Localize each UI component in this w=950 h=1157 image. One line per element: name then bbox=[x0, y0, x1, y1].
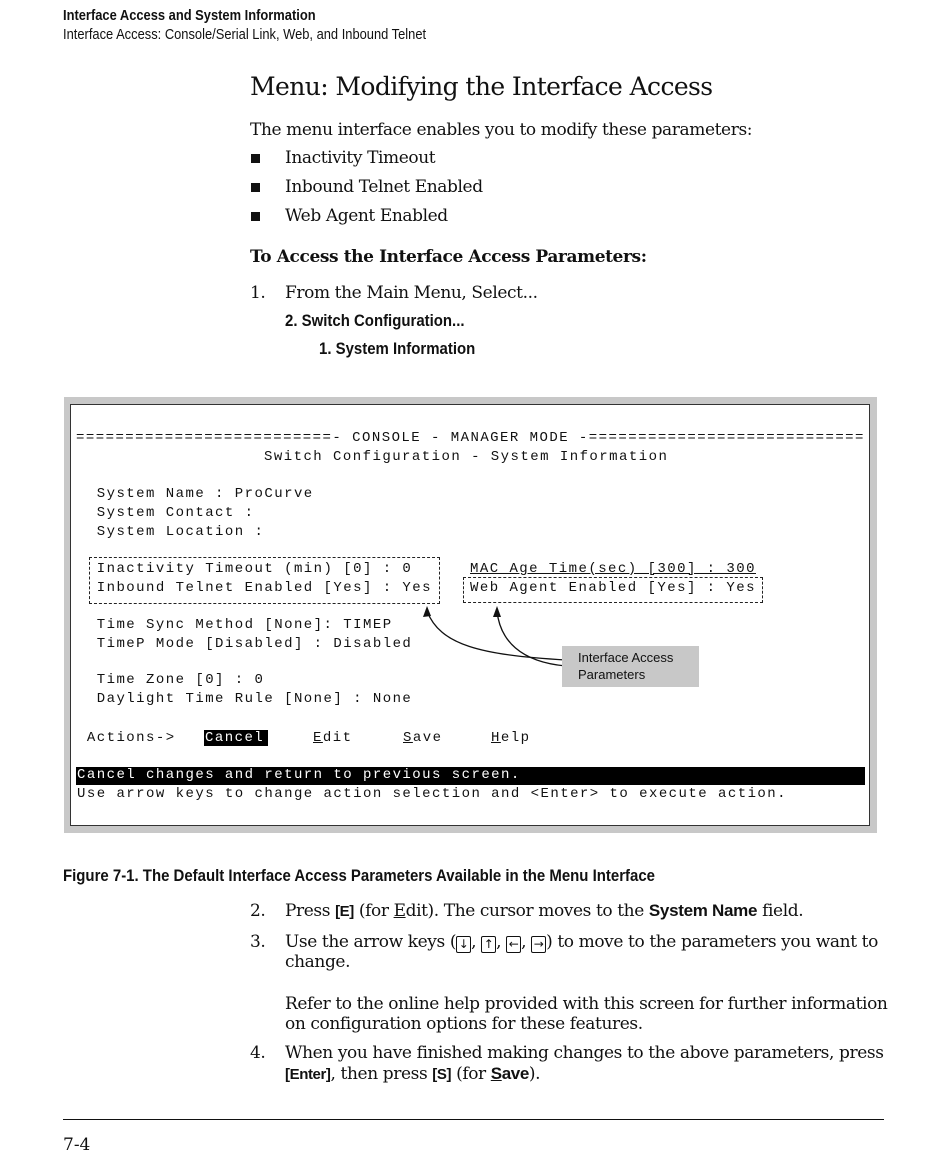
field-inactivity-timeout[interactable]: Inactivity Timeout (min) [0] : 0 bbox=[77, 561, 413, 577]
text: Use the arrow keys ( bbox=[285, 932, 457, 952]
console-banner: ==========================- CONSOLE - MANAGER MODE -============================ bbox=[76, 430, 865, 446]
text: Press bbox=[285, 901, 336, 921]
step-3-note: on configuration options for these features. bbox=[285, 1014, 643, 1034]
field-web-agent[interactable]: Web Agent Enabled [Yes] : Yes bbox=[470, 580, 756, 596]
procedure-heading: To Access the Interface Access Parameters: bbox=[250, 247, 647, 267]
up-arrow-key-icon: ↑ bbox=[481, 936, 496, 953]
step-number: 4. bbox=[250, 1043, 266, 1063]
field-name: System Name bbox=[648, 901, 758, 920]
text: dit). The cursor moves to the bbox=[405, 901, 649, 921]
step-3-text: Use the arrow keys ( ↓ , ↑ , ← , → ) to move to the parameters you want to bbox=[285, 932, 878, 952]
action-cancel-button[interactable]: Cancel bbox=[204, 730, 268, 746]
text: (for bbox=[451, 1064, 491, 1084]
field-system-name[interactable]: System Name : ProCurve bbox=[77, 486, 314, 502]
console-screen-title: Switch Configuration - System Information bbox=[264, 449, 669, 465]
step-text: From the Main Menu, Select... bbox=[285, 283, 538, 303]
arrow-head-icon bbox=[423, 606, 431, 617]
key-s: [S] bbox=[432, 1066, 452, 1083]
callout-interface-access-parameters bbox=[562, 646, 699, 687]
hotkey: E bbox=[313, 730, 323, 746]
field-timep-mode[interactable]: TimeP Mode [Disabled] : Disabled bbox=[77, 636, 413, 652]
text: field. bbox=[757, 901, 804, 921]
figure-caption: Figure 7-1. The Default Interface Access Parameters Available in the Menu Interface bbox=[63, 866, 655, 885]
text: E bbox=[393, 901, 406, 921]
help-hint: Use arrow keys to change action selection and <Enter> to execute action. bbox=[77, 786, 788, 802]
step-4-text: When you have finished making changes to the above parameters, press bbox=[285, 1043, 884, 1063]
page-number: 7-4 bbox=[63, 1135, 91, 1155]
text: (for bbox=[353, 901, 394, 921]
down-arrow-key-icon: ↓ bbox=[456, 936, 471, 953]
action-label: dit bbox=[322, 730, 353, 746]
text: ). bbox=[528, 1064, 541, 1084]
callout-line: Parameters bbox=[578, 667, 646, 682]
step-number: 1. bbox=[250, 283, 266, 303]
intro-text: The menu interface enables you to modify these parameters: bbox=[250, 120, 753, 140]
hotkey: H bbox=[491, 730, 501, 746]
bullet-item: Inbound Telnet Enabled bbox=[285, 177, 483, 197]
actions-label: Actions-> bbox=[77, 730, 176, 746]
step-4-text-cont bbox=[285, 1064, 540, 1084]
step-2-text bbox=[285, 901, 803, 921]
field-daylight-time-rule[interactable]: Daylight Time Rule [None] : None bbox=[77, 691, 413, 707]
bullet-item: Inactivity Timeout bbox=[285, 148, 436, 168]
step-3-note: Refer to the online help provided with this screen for further information bbox=[285, 994, 888, 1014]
field-time-sync-method[interactable]: Time Sync Method [None]: TIMEP bbox=[77, 617, 393, 633]
text: ave bbox=[501, 1064, 529, 1083]
field-inbound-telnet[interactable]: Inbound Telnet Enabled [Yes] : Yes bbox=[77, 580, 433, 596]
key-e: [E] bbox=[335, 903, 354, 920]
right-arrow-key-icon: → bbox=[531, 936, 546, 953]
page-title: Menu: Modifying the Interface Access bbox=[250, 72, 713, 101]
text: ) to move to the parameters you want to bbox=[546, 932, 878, 952]
callout-line: Interface Access bbox=[578, 650, 674, 665]
step-number: 3. bbox=[250, 932, 266, 952]
hotkey: S bbox=[403, 730, 413, 746]
footer-rule bbox=[63, 1119, 884, 1120]
bullet-item: Web Agent Enabled bbox=[285, 206, 448, 226]
arrow-head-icon bbox=[493, 606, 501, 617]
menu-path-switch-configuration: 2. Switch Configuration... bbox=[285, 311, 465, 330]
running-header-section: Interface Access and System Information bbox=[63, 7, 316, 24]
left-arrow-key-icon: ← bbox=[506, 936, 521, 953]
status-message: Cancel changes and return to previous screen. bbox=[77, 767, 521, 783]
key-enter: [Enter] bbox=[285, 1066, 331, 1083]
field-system-location[interactable]: System Location : bbox=[77, 524, 265, 540]
text: S bbox=[490, 1064, 502, 1083]
field-system-contact[interactable]: System Contact : bbox=[77, 505, 255, 521]
text: , then press bbox=[330, 1064, 433, 1084]
field-mac-age-time[interactable]: MAC Age Time(sec) [300] : 300 bbox=[470, 561, 756, 577]
action-label: elp bbox=[500, 730, 531, 746]
step-3-text-cont: change. bbox=[285, 952, 351, 972]
menu-path-system-information: 1. System Information bbox=[319, 339, 476, 358]
running-header-subsection: Interface Access: Console/Serial Link, Web, and Inbound Telnet bbox=[63, 26, 427, 43]
field-time-zone[interactable]: Time Zone [0] : 0 bbox=[77, 672, 265, 688]
action-label: ave bbox=[412, 730, 443, 746]
step-number: 2. bbox=[250, 901, 266, 921]
